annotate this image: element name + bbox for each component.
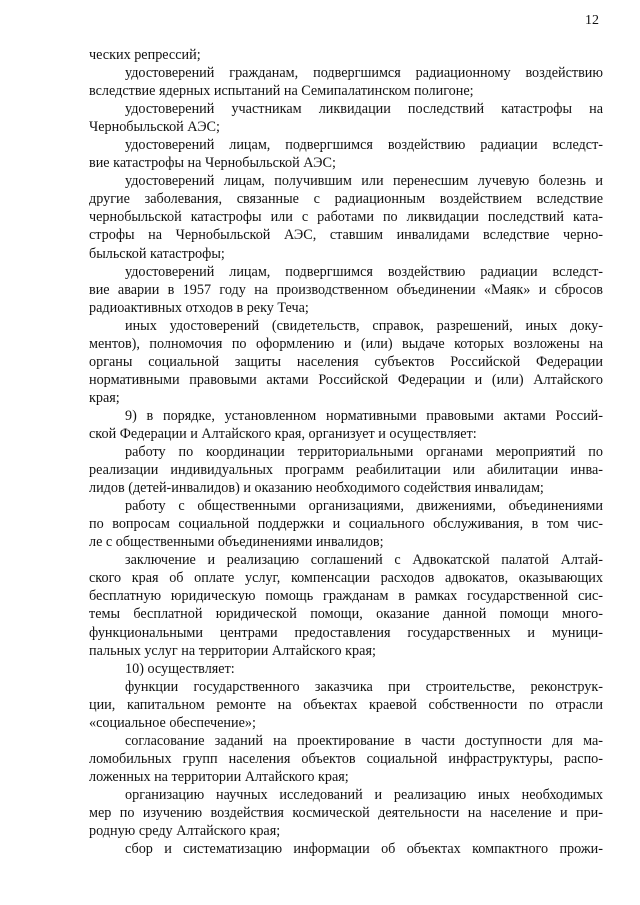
text-line: ской Федерации и Алтайского края, организует и осуществляет: [89,425,477,442]
text-line: 10) осуществляет: [125,660,235,677]
text-line: ции, капитальном ремонте на объектах краевой собственности по отрасли [89,696,603,713]
document-body [89,46,603,858]
text-line: мер по изучению воздействия космической деятельности на население и при- [89,804,603,821]
text-line: работу с общественными организациями, движениями, объединениями [125,498,603,515]
text-line: края; [89,389,120,406]
text-line: ломобильных групп населения объектов социальной инфраструктуры, распо- [89,750,603,767]
text-line: 9) в порядке, установленном нормативными правовыми актами Россий- [125,407,603,424]
text-line: «социальное обеспечение»; [89,714,256,731]
text-line: реализации индивидуальных программ реабилитации или абилитации инва- [89,462,603,479]
text-line: удостоверений участникам ликвидации последствий катастрофы на [125,101,603,118]
text-line: удостоверений гражданам, подвергшимся радиационному воздействию [125,65,603,82]
text-line: ложенных на территории Алтайского края; [89,768,349,785]
text-line: удостоверений лицам, получившим или перенесшим лучевую болезнь и [125,173,603,190]
text-line: иных удостоверений (свидетельств, справок, разрешений, иных доку- [125,317,603,334]
text-line: организацию научных исследований и реализацию иных необходимых [125,786,603,803]
text-line: строфы на Чернобыльской АЭС, ставшим инвалидами вследствие черно- [89,227,603,244]
text-line: Чернобыльской АЭС; [89,119,220,136]
text-line: ского края об оплате услуг, компенсации расходов адвокатов, оказывающих [89,570,603,587]
text-line: заключение и реализацию соглашений с Адвокатской палатой Алтай- [125,552,603,569]
text-line: удостоверений лицам, подвергшимся воздействию радиации вследст- [125,263,603,280]
text-line: другие заболевания, связанные с радиационным воздействием вследствие [89,191,603,208]
text-line: вие аварии в 1957 году на производственном объединении «Маяк» и сбросов [89,281,603,298]
text-line: бесплатную юридическую помощь гражданам в рамках государственной сис- [89,588,603,605]
text-line: ле с общественными объединениями инвалидов; [89,534,384,551]
text-line: быльской катастрофы; [89,245,225,262]
text-line: вие катастрофы на Чернобыльской АЭС; [89,155,336,172]
text-line: ментов), полномочия по оформлению и (или) выдаче которых возложены на [89,335,603,352]
text-line: ческих репрессий; [89,47,201,63]
text-line: удостоверений лицам, подвергшимся воздействию радиации вследст- [125,137,603,154]
text-line: сбор и систематизацию информации об объектах компактного прожи- [125,841,603,858]
text-line: работу по координации территориальными органами мероприятий по [125,444,603,461]
text-line: органы социальной защиты населения субъектов Российской Федерации [89,353,603,370]
text-line: функции государственного заказчика при строительстве, реконструк- [125,678,603,695]
text-line: нормативными правовыми актами Российской Федерации и (или) Алтайского [89,371,603,388]
text-line: радиоактивных отходов в реку Теча; [89,299,309,316]
text-line: согласование заданий на проектирование в части доступности для ма- [125,732,603,749]
text-line: родную среду Алтайского края; [89,823,281,840]
text-line: вследствие ядерных испытаний на Семипалатинском полигоне; [89,83,474,100]
text-line: лидов (детей-инвалидов) и оказанию необходимого содействия инвалидам; [89,480,544,497]
text-line: по вопросам социальной поддержки и социального обслуживания, в том чис- [89,516,603,533]
text-line: темы бесплатной юридической помощи, оказание данной помощи много- [89,606,603,623]
page-number: 12 [585,13,599,28]
text-line: пальных услуг на территории Алтайского края; [89,642,376,659]
text-line: чернобыльской катастрофы или с работами по ликвидации последствий ката- [89,209,603,226]
text-line: функциональными центрами предоставления государственных и муници- [89,624,603,641]
